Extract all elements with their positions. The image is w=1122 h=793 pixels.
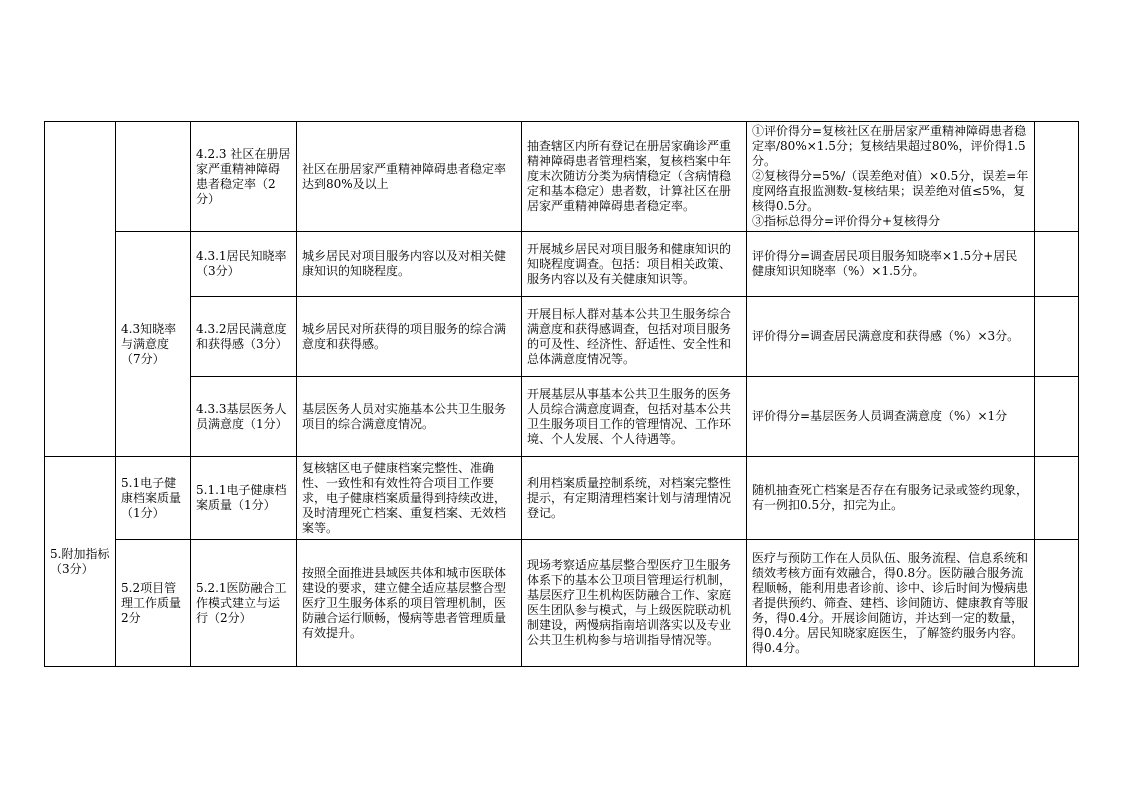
item-cell: 5.1.1电子健康档案质量（1分） [191, 457, 297, 540]
remark-cell [1035, 232, 1079, 297]
table-row [45, 232, 1079, 297]
subcategory-cell-4-3: 4.3知晓率与满意度（7分） [116, 232, 191, 457]
subcategory-cell-4-2 [116, 122, 191, 232]
method-cell: 开展基层从事基本公共卫生服务的医务人员综合满意度调查，包括对基本公共卫生服务项目工作的管理情况、工作环境、个人发展、个人待遇等。 [522, 377, 747, 457]
method-cell: 开展城乡居民对项目服务和健康知识的知晓程度调查。包括：项目相关政策、服务内容以及有关健康知识等。 [522, 232, 747, 297]
assessment-table [44, 121, 1079, 667]
scoring-cell: 医疗与预防工作在人员队伍、服务流程、信息系统和绩效考核方面有效融合，得0.8分。医防融合服务流程顺畅，能利用患者诊前、诊中、诊后时间为慢病患者提供预约、筛查、建档、诊间随访、健康教育等服务，得0.4分。开展诊间随访，并达到一定的数量，得0.4分。居民知晓家庭医生，了解签约服务内容。得0.4分。 [747, 540, 1035, 667]
content-cell: 城乡居民对所获得的项目服务的综合满意度和获得感。 [297, 297, 522, 377]
scoring-line: ②复核得分=5%/（误差绝对值）×0.5分，误差=年度网络直报监测数-复核结果；误差绝对值≤5%，复核得0.5分。 [752, 169, 1029, 213]
content-cell: 社区在册居家严重精神障碍患者稳定率达到80%及以上 [297, 122, 522, 232]
scoring-line: ③指标总得分=评价得分+复核得分 [752, 214, 941, 228]
category-cell-5: 5.附加指标（3分） [45, 457, 116, 667]
subcategory-cell-5-2: 5.2项目管理工作质量2分 [116, 540, 191, 667]
item-cell: 4.3.1居民知晓率（3分） [191, 232, 297, 297]
scoring-cell [747, 122, 1035, 232]
scoring-cell: 随机抽查死亡档案是否存在有服务记录或签约现象，有一例扣0.5分，扣完为止。 [747, 457, 1035, 540]
scoring-line: ①评价得分=复核社区在册居家严重精神障碍患者稳定率/80%×1.5分；复核结果超过80%，评价得1.5分。 [752, 124, 1027, 168]
method-cell: 利用档案质量控制系统，对档案完整性提示，有定期清理档案计划与清理情况登记。 [522, 457, 747, 540]
content-cell: 基层医务人员对实施基本公共卫生服务项目的综合满意度情况。 [297, 377, 522, 457]
item-cell: 4.3.2居民满意度和获得感（3分） [191, 297, 297, 377]
remark-cell [1035, 457, 1079, 540]
remark-cell [1035, 122, 1079, 232]
category-cell-4 [45, 122, 116, 457]
method-cell: 开展目标人群对基本公共卫生服务综合满意度和获得感调查，包括对项目服务的可及性、经济性、舒适性、安全性和总体满意度情况等。 [522, 297, 747, 377]
table-row [45, 540, 1079, 667]
scoring-cell: 评价得分=调查居民满意度和获得感（%）×3分。 [747, 297, 1035, 377]
item-cell: 4.2.3 社区在册居家严重精神障碍患者稳定率（2分） [191, 122, 297, 232]
subcategory-cell-5-1: 5.1电子健康档案质量（1分） [116, 457, 191, 540]
content-cell: 按照全面推进县域医共体和城市医联体建设的要求，建立健全适应基层整合型医疗卫生服务体系的项目管理机制，医防融合运行顺畅，慢病等患者管理质量有效提升。 [297, 540, 522, 667]
method-cell: 现场考察适应基层整合型医疗卫生服务体系下的基本公卫项目管理运行机制，基层医疗卫生机构医防融合工作、家庭医生团队参与模式，与上级医院联动机制建设，两慢病指南培训落实以及专业公共卫生机构参与培训指导情况等。 [522, 540, 747, 667]
item-cell: 4.3.3基层医务人员满意度（1分） [191, 377, 297, 457]
remark-cell [1035, 377, 1079, 457]
table-row [45, 377, 1079, 457]
item-cell: 5.2.1医防融合工作模式建立与运行（2分） [191, 540, 297, 667]
scoring-cell: 评价得分=调查居民项目服务知晓率×1.5分+居民健康知识知晓率（%）×1.5分。 [747, 232, 1035, 297]
content-cell: 城乡居民对项目服务内容以及对相关健康知识的知晓程度。 [297, 232, 522, 297]
remark-cell [1035, 540, 1079, 667]
content-cell: 复核辖区电子健康档案完整性、准确性、一致性和有效性符合项目工作要求，电子健康档案质量得到持续改进，及时清理死亡档案、重复档案、无效档案等。 [297, 457, 522, 540]
table-row [45, 457, 1079, 540]
method-cell: 抽查辖区内所有登记在册居家确诊严重精神障碍患者管理档案，复核档案中年度末次随访分类为病情稳定（含病情稳定和基本稳定）患者数，计算社区在册居家严重精神障碍患者稳定率。 [522, 122, 747, 232]
table-row [45, 122, 1079, 232]
scoring-cell: 评价得分=基层医务人员调查满意度（%）×1分 [747, 377, 1035, 457]
remark-cell [1035, 297, 1079, 377]
table-row [45, 297, 1079, 377]
